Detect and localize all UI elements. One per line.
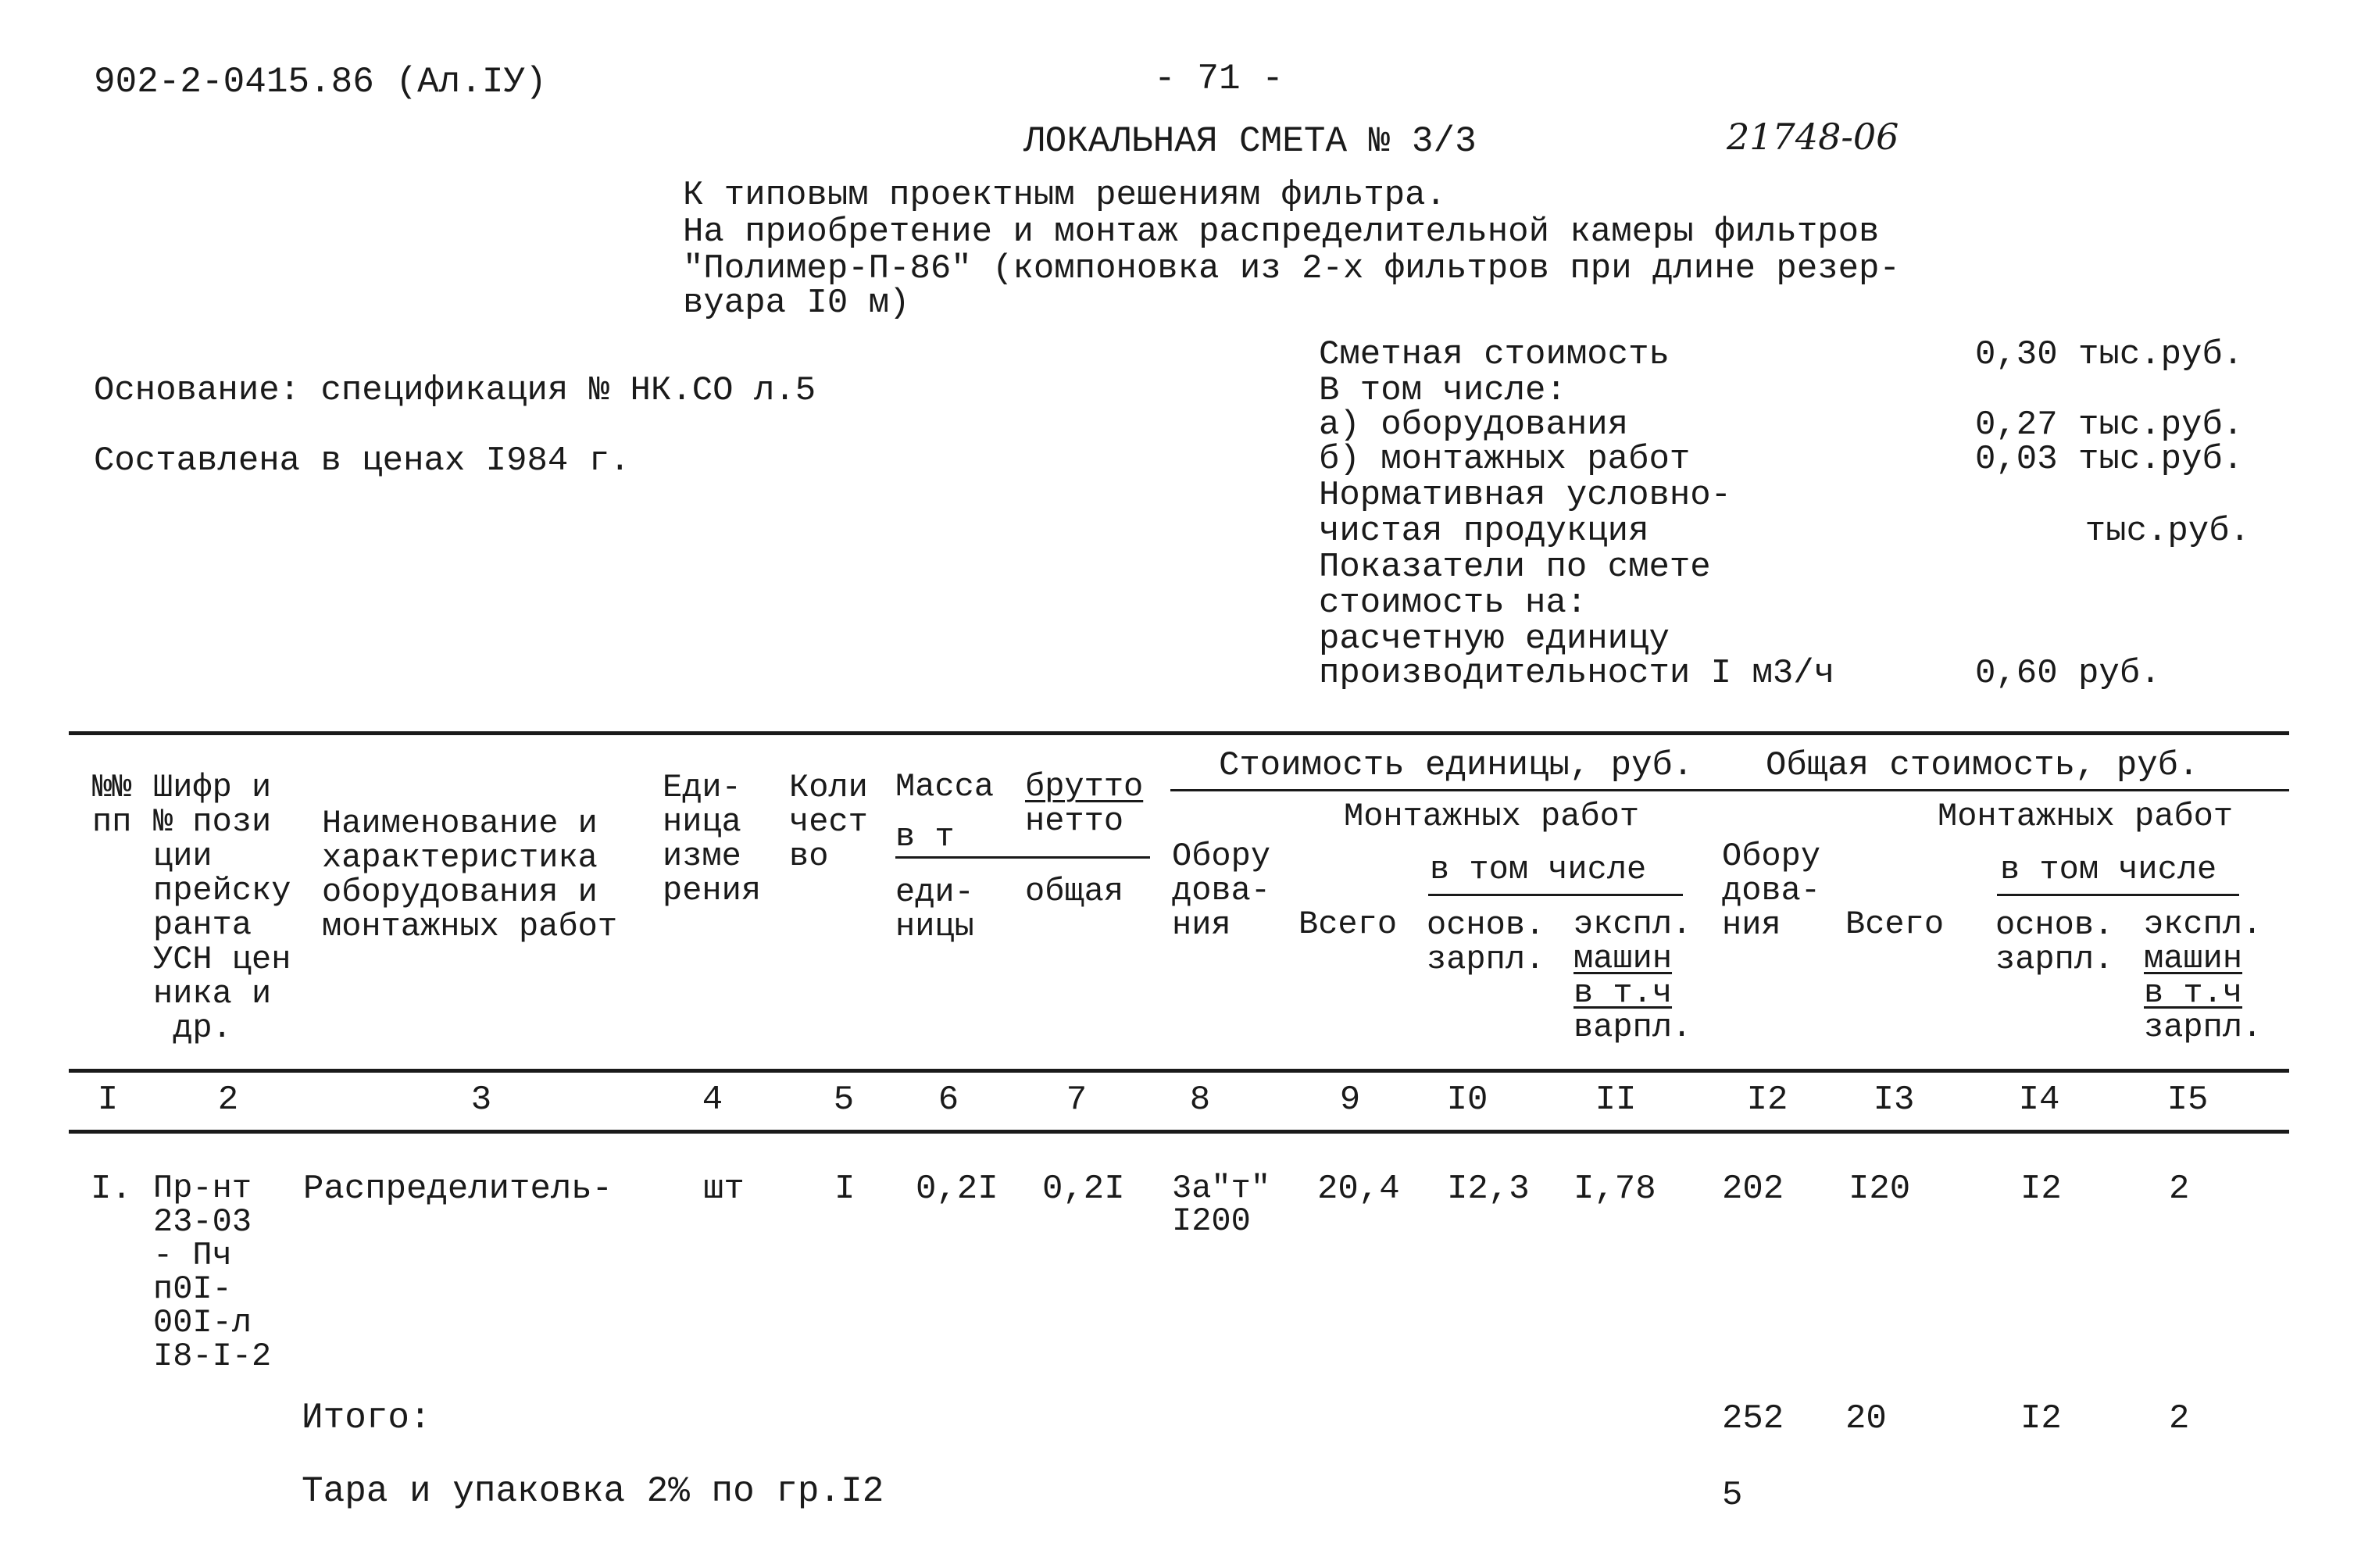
header-col-name: Наименование и характеристика оборудования и монтажных работ [322, 805, 618, 945]
row-install-total-unit: 20,4 [1317, 1170, 1400, 1209]
column-number-8: 8 [1189, 1080, 1211, 1120]
header-mass-label: Масса [895, 768, 995, 805]
page-number: - 71 - [1154, 59, 1284, 99]
header-total-mass: общая [1025, 873, 1124, 910]
header-equipment-total: Обору дова- ния [1722, 838, 1821, 944]
document-title: ЛОКАЛЬНАЯ СМЕТА № 3/3 [1023, 121, 1477, 162]
row-salary-total: I2 [2020, 1170, 2062, 1209]
header-salary-unit: основ. зарпл. [1427, 906, 1545, 978]
header-brutto: брутто [1025, 768, 1144, 805]
packaging-equipment: 5 [1722, 1476, 1743, 1515]
indicators-value: 0,60 руб. [1975, 654, 2161, 693]
column-number-11: II [1595, 1080, 1637, 1120]
subtotal-salary: I2 [2020, 1399, 2062, 1438]
row-number: I. [91, 1170, 132, 1209]
row-salary-unit: I2,3 [1447, 1170, 1530, 1209]
column-number-15: I5 [2166, 1080, 2209, 1120]
column-number-4: 4 [702, 1080, 723, 1120]
handwritten-number: 21748-06 [1727, 116, 1899, 158]
description-line-3: "Полимер-П-86" (компоновка из 2-х фильтров при длине резер- [683, 249, 1900, 288]
header-machines-total-3: в т.ч [2144, 974, 2243, 1012]
row-machines-unit: I,78 [1574, 1170, 1656, 1209]
header-bottom-rule [69, 1069, 2289, 1073]
subtotal-equipment: 252 [1722, 1399, 1784, 1438]
header-unit-mass: еди- ницы [895, 873, 974, 945]
normative-value: тыс.руб. [2084, 512, 2250, 551]
indicators-line-3: расчетную единицу [1319, 620, 1670, 659]
column-number-9: 9 [1339, 1080, 1361, 1120]
basis-prices: Составлена в ценах I984 г. [94, 441, 630, 480]
header-machines-total-4: зарпл. [2144, 1009, 2263, 1046]
header-total-unit: Всего [1298, 905, 1398, 943]
subtotal-machines: 2 [2169, 1399, 2190, 1438]
header-installation-unit: Монтажных работ [1344, 798, 1640, 835]
installation-label: б) монтажных работ [1319, 440, 1691, 479]
header-unit-cost-group: Стоимость единицы, руб. [1219, 746, 1694, 785]
equipment-label: а) оборудования [1319, 405, 1629, 445]
row-quantity: I [834, 1170, 856, 1209]
column-number-3: 3 [470, 1080, 492, 1120]
header-col-quantity: Коли чест во [789, 769, 868, 875]
column-number-6: 6 [938, 1080, 959, 1120]
header-total-total: Всего [1845, 905, 1945, 943]
row-machines-total: 2 [2169, 1170, 2190, 1209]
description-line-4: вуара I0 м) [683, 284, 910, 323]
header-machines-total-2: машин [2144, 940, 2243, 977]
column-number-1: I [97, 1080, 119, 1120]
column-number-2: 2 [217, 1080, 239, 1120]
table-top-rule [69, 731, 2289, 735]
indicators-line-2: стоимость на: [1319, 584, 1588, 623]
normative-label-1: Нормативная условно- [1319, 476, 1732, 515]
column-number-7: 7 [1066, 1080, 1088, 1120]
equipment-value: 0,27 тыс.руб. [1975, 405, 2244, 445]
header-installation-total: Монтажных работ [1938, 798, 2234, 835]
incl-unit-rule [1428, 894, 1683, 896]
header-machines-unit-3: в т.ч [1574, 974, 1673, 1012]
row-mass-total: 0,2I [1042, 1170, 1125, 1209]
installation-value: 0,03 тыс.руб. [1975, 440, 2244, 479]
row-mass-unit: 0,2I [916, 1170, 998, 1209]
header-v-t: в т [895, 818, 955, 855]
estimated-cost-label: Сметная стоимость [1319, 335, 1670, 374]
indicators-line-4: производительности I м3/ч [1319, 654, 1835, 693]
indicators-line-1: Показатели по смете [1319, 548, 1711, 587]
header-machines-unit-2: машин [1574, 940, 1673, 977]
column-number-5: 5 [833, 1080, 855, 1120]
header-col-number: №№ пп [92, 769, 132, 841]
header-netto: нетто [1025, 802, 1124, 840]
header-incl-total: в том числе [2000, 851, 2217, 888]
column-number-10: I0 [1446, 1080, 1488, 1120]
packaging-label: Тара и упаковка 2% по гр.I2 [302, 1471, 884, 1512]
column-numbers-rule [69, 1130, 2289, 1134]
including-label: В том числе: [1319, 371, 1566, 410]
row-code: Пр-нт 23-03 - Пч п0I- 00I-л I8-I-2 [153, 1170, 272, 1375]
row-unit: шт [703, 1170, 745, 1209]
column-number-13: I3 [1873, 1080, 1915, 1120]
basis-foundation: Основание: спецификация № НК.СО л.5 [94, 371, 816, 410]
document-code: 902-2-0415.86 (Ал.IУ) [94, 62, 547, 102]
normative-label-2: чистая продукция [1319, 512, 1649, 551]
description-line-1: К типовым проектным решениям фильтра. [683, 176, 1446, 215]
column-number-12: I2 [1746, 1080, 1788, 1120]
description-line-2: На приобретение и монтаж распределительной камеры фильтров [683, 213, 1880, 252]
row-install-total: I20 [1849, 1170, 1911, 1209]
column-number-14: I4 [2018, 1080, 2060, 1120]
estimated-cost-value: 0,30 тыс.руб. [1975, 335, 2244, 374]
header-total-cost-group: Общая стоимость, руб. [1766, 746, 2199, 785]
cost-group-rule [1170, 789, 2289, 791]
header-machines-unit-1: экспл. [1574, 905, 1692, 943]
subtotal-label: Итого: [302, 1398, 431, 1438]
row-equipment-total: 202 [1722, 1170, 1784, 1209]
header-machines-unit-4: варпл. [1574, 1009, 1692, 1046]
header-incl-unit: в том числе [1430, 851, 1647, 888]
row-equipment-unit: 3а"т" I200 [1172, 1170, 1271, 1240]
incl-total-rule [1997, 894, 2239, 896]
header-equipment-unit: Обору дова- ния [1172, 838, 1271, 944]
header-col-code: Шифр и № пози ции прейску ранта УСН цен ника и др. [153, 769, 291, 1047]
header-salary-total: основ. зарпл. [1995, 906, 2114, 978]
mass-divider [895, 856, 1150, 859]
row-name: Распределитель- [303, 1170, 613, 1209]
header-col-unit: Еди- ница изме рения [663, 769, 762, 909]
header-machines-total-1: экспл. [2144, 905, 2263, 943]
subtotal-install: 20 [1845, 1399, 1887, 1438]
